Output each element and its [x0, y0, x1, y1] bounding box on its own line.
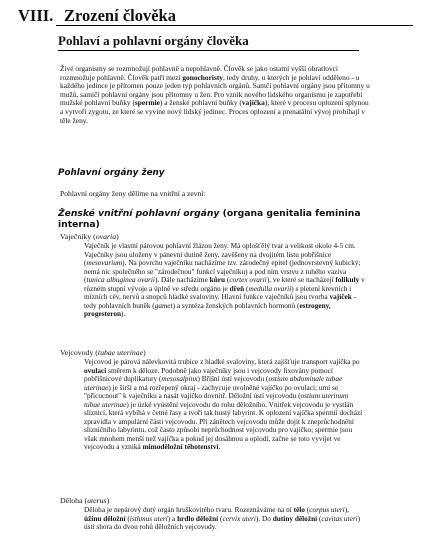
- latin-term: tunica albuginea ovarii: [86, 275, 155, 284]
- latin-term: ostium uterinum tubae uterinae: [84, 391, 349, 409]
- latin-term: corpus uteri: [309, 505, 345, 514]
- text-run: ), které v procesu oplození splynou a vytvoří zygotu, ze které se vyvine nový lidský jedinec. Proces oplození a prenatální vývoj probíhají v těle ženy.: [60, 98, 369, 125]
- bold-term: mimoděložní těhotenství: [142, 442, 219, 451]
- latin-term: medulla ovarii: [248, 283, 292, 293]
- text-run: ), ve které se nacházejí: [266, 275, 336, 284]
- text-run: ) a ženské pohlavní buňky (: [159, 98, 242, 108]
- term-label: Vejcovody: [60, 348, 94, 357]
- text-run: směrem k děloze. Podobně jako vaječníky jsou i vejcovody fixovány pomocí pobřišnicové duplikatury (: [84, 365, 333, 383]
- text-run: (: [317, 513, 322, 523]
- bold-term: gonochoristy: [182, 72, 223, 82]
- ovaria-paragraph: [84, 242, 366, 319]
- latin-term: cervix uteri: [222, 513, 256, 523]
- latin-term: gamet: [154, 300, 173, 310]
- bold-term: tělo: [293, 505, 305, 514]
- latin-term: ostium abdominale tubae uterinae: [84, 374, 343, 392]
- bold-term: dutiny děložní: [272, 513, 318, 523]
- chapter-number: VIII.: [18, 6, 54, 25]
- latin-term: mesovarium: [86, 258, 123, 267]
- text-run: ).: [121, 309, 126, 318]
- text-run: v různém stupni vývoje a úplně ve středu orgánu je: [84, 275, 365, 293]
- text-run: .: [218, 442, 221, 451]
- bold-term: kůru: [209, 275, 226, 284]
- term-latin: tubae uterinae: [97, 348, 144, 357]
- chapter-rule: [56, 25, 413, 26]
- text-run: Živé organismy se rozmnožují pohlavně a nepohlavně. Člověk se jako ostatní vyšší obratlovci rozmnožuje pohlavně. Člověk patří mezi: [60, 64, 338, 82]
- term-latin: uterus: [87, 496, 107, 505]
- text-run: (: [225, 275, 230, 284]
- text-run: Vejcovod je párová nálevkovitá trubice z hladké svaloviny, která zajišťuje transport vajíčka po: [84, 357, 360, 366]
- text-run: ) Břišní ústí vejcovodu (: [197, 374, 269, 383]
- text-run: (: [125, 513, 130, 523]
- text-run: Děloha je nepárový dutý orgán hruškovitého tvaru. Rozeznáváme na ní: [84, 505, 294, 514]
- text-run: ) je širší a má rozřepený okraj - zachycuje uvolněné vajíčko po ovulaci; umí se "přicucnout" k vaječníku a nasát vajíčko dovnitř. Děložní ústí vejcovodu (: [84, 382, 339, 400]
- text-run: (: [244, 283, 249, 293]
- text-run: ) je úzké vyústění vejcovodu do rohu děložního. Vnitřek vejcovodu je vystlán sliznicí, která vybíhá v četné řasy a tvoří tak hustý labyrint. K oplození vajíčka spermií dochází zpravidla v ampulární části vejcovodu. Při zánětech vejcovodu může dojít k zneprůchodnění slizničního labyrintu, což často způsobí neprůchodnost vejcovodu pro vajíčko; spermie jsou však mnohem menší než vajíčka a pokud jej dosáhnou a oplodí, začne se toto vyvíjet ve vejcovodu a vzniká: [84, 399, 363, 451]
- term-label: Děloha: [60, 496, 83, 505]
- section-rule: [58, 50, 359, 51]
- text-run: ),: [344, 505, 349, 514]
- bold-term: ovulaci: [84, 365, 107, 375]
- bold-term: vajíček: [329, 292, 352, 301]
- text-run: ) a: [167, 513, 178, 523]
- bold-term: úžinu děložní: [84, 513, 126, 523]
- text-run: ). Dále nacházíme: [154, 275, 210, 284]
- latin-term: mesosalpinx: [161, 374, 198, 383]
- text-run: , tedy druhy, u kterých je pohlaví odděleno - u každého jedince je přítomen pouze jeden typ pohlavních orgánů. Samčí pohlavní orgány jsou přítomny u mužů, samičí pohlavní orgány jsou přítomny u žen. Pro vznik nového lidského organismu je zapotřebí mužské pohlavní buňky (: [60, 72, 370, 108]
- heading-latin: (organa genitalia feminina interna): [58, 208, 361, 230]
- bold-term: estrogeny, progesteron: [84, 300, 331, 318]
- internal-organs-heading: [58, 208, 363, 230]
- text-run: ). Do: [255, 513, 273, 523]
- bold-term: vajíčka: [241, 98, 265, 108]
- text-run: (: [304, 505, 310, 514]
- term-uterus: Děloha (uterus): [60, 496, 110, 505]
- text-run: ) s pletení krevních i mízních cév, nervů a snopců hladké svaloviny. Hlavní funkce vaječníků jsou tvorba: [84, 283, 352, 301]
- text-run: ). Na povrchu vaječníku nacházíme tzv. zárodečný epitel (jednovrstevný kubický; nemá nic společného se "zárodečnou" funkcí vaječníku) a pod ním vrstvu z tuhého vaziva (: [84, 258, 361, 284]
- latin-term: isthmus uteri: [129, 513, 168, 523]
- latin-term: cavitas uteri: [321, 513, 358, 523]
- text-run: ) a syntéza ženských pohlavních hormonů (: [172, 300, 300, 310]
- bold-term: spermie: [134, 98, 160, 108]
- intro-paragraph: [60, 65, 370, 125]
- bold-term: dřeň: [229, 283, 245, 293]
- latin-term: cortex ovarii: [229, 275, 267, 284]
- text-run: Vaječník je vlastní párovou pohlavní žlázou ženy. Má oplošťělý tvar a velikost okolo 4-5 cm. Vaječníky jsou uloženy v pánevní dutině ženy, zavěšeny na dvojitém listu pobřišnice (: [84, 241, 356, 267]
- chapter-heading: [18, 6, 176, 26]
- uterus-paragraph: [84, 506, 366, 532]
- term-tubae: Vejcovody (tubae uterinae): [60, 348, 146, 357]
- heading-italic: Ženské vnitřní pohlavní orgány: [58, 208, 220, 219]
- tubae-paragraph: [84, 358, 366, 452]
- chapter-title: Zrození člověka: [64, 6, 176, 25]
- subsection-paragraph: Pohlavní orgány ženy dělíme na vnitřní a zevní:: [60, 189, 206, 198]
- term-latin: ovaria: [95, 232, 117, 241]
- term-ovaria: Vaječníky (ovaria): [60, 232, 119, 241]
- bold-term: hrdlo děložní: [177, 513, 219, 523]
- section-title: Pohlaví a pohlavní orgány člověka: [58, 33, 249, 48]
- text-run: ) ústí shora do dvou rohů děložních vejcovody.: [84, 513, 361, 531]
- term-label: Vaječníky: [60, 232, 92, 241]
- text-run: (: [218, 513, 223, 523]
- bold-term: folikuly: [335, 275, 360, 284]
- subsection-title: Pohlavní orgány ženy: [58, 168, 165, 178]
- text-run: - tedy pohlavních buněk (: [84, 292, 357, 310]
